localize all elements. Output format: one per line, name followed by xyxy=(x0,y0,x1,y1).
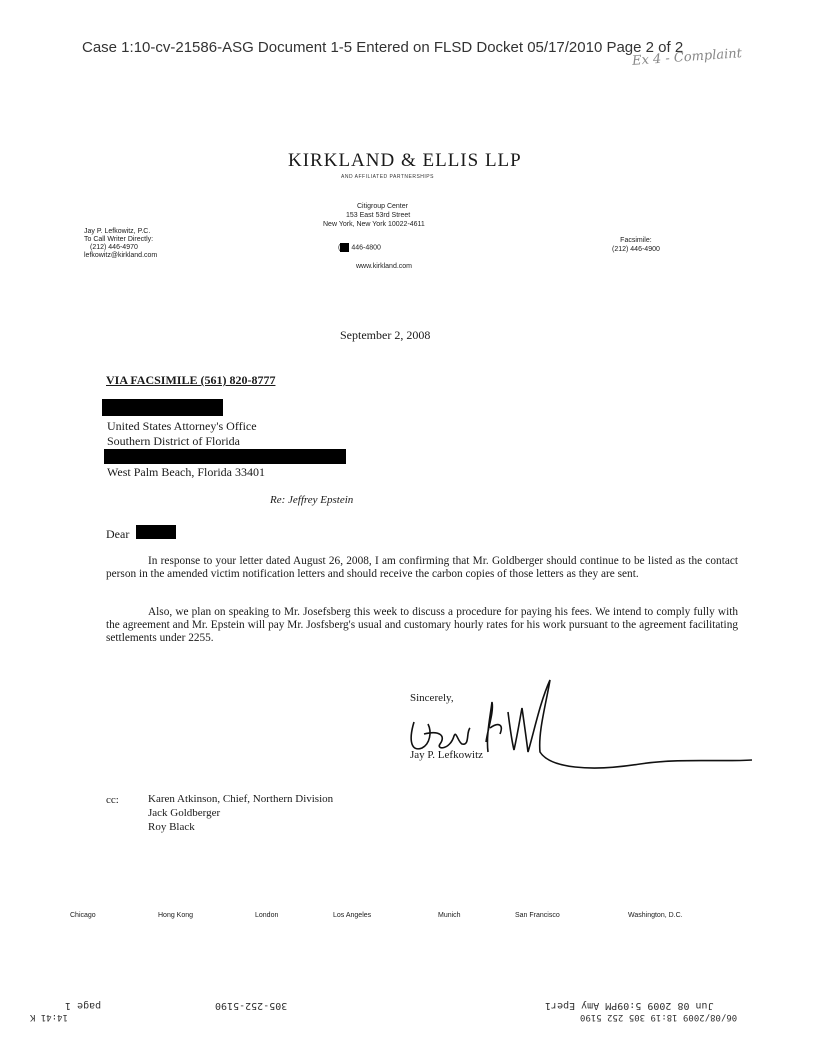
fax-header-number: 305-252-5190 xyxy=(215,1000,288,1011)
fax-contact xyxy=(612,236,660,254)
sender-email: lefkowitz@kirkland.com xyxy=(84,252,158,259)
office-city: San Francisco xyxy=(515,912,560,919)
recipient-line: United States Attorney's Office xyxy=(107,419,257,433)
sender-direct-label: To Call Writer Directly: xyxy=(84,236,154,243)
address-line: New York, New York 10022-4611 xyxy=(323,221,425,228)
salutation: Dear xyxy=(106,527,130,541)
cc-recipient: Roy Black xyxy=(148,821,195,833)
cc-label: cc: xyxy=(106,794,119,806)
handwritten-note: Ex 4 - Complaint xyxy=(631,46,743,69)
re-line: Re: Jeffrey Epstein xyxy=(270,494,354,506)
office-city: Los Angeles xyxy=(333,912,372,919)
signer-name: Jay P. Lefkowitz xyxy=(410,749,484,761)
sender-name: Jay P. Lefkowitz, P.C. xyxy=(84,228,151,235)
case-header: Case 1:10-cv-21586-ASG Document 1-5 Entered on FLSD Docket 05/17/2010 Page 2 of 2 xyxy=(82,39,684,56)
fax-header-page: page 1 xyxy=(65,1000,102,1011)
signature-stroke xyxy=(508,680,752,768)
office-city: Chicago xyxy=(70,912,96,919)
fax-label: Facsimile: xyxy=(620,237,652,244)
body-paragraph: In response to your letter dated August 26, 2008, I am confirming that Mr. Goldberger should continue to be listed as the contact person in the amended victim notification letters and should receive the carbon copies of those letters as they are sent. xyxy=(106,555,738,580)
recipient-line: Southern District of Florida xyxy=(107,434,240,448)
firm-phone: ( 446-4800 xyxy=(338,244,381,252)
sender-contact xyxy=(84,228,157,260)
fax-header-time: 14:41 K xyxy=(30,1012,68,1022)
redaction-box xyxy=(136,525,176,539)
cc-recipient: Karen Atkinson, Chief, Northern Division xyxy=(148,793,334,805)
via-facsimile: VIA FACSIMILE (561) 820-8777 xyxy=(106,373,276,387)
signature-stroke xyxy=(486,702,501,752)
closing: Sincerely, xyxy=(410,692,454,704)
redaction-box xyxy=(340,243,349,252)
address-line: 153 East 53rd Street xyxy=(346,212,411,219)
fax-header-line: Jun 08 2009 5:09PM Amy Eper1 xyxy=(545,1000,714,1011)
signature-stroke xyxy=(411,722,470,749)
office-city: Washington, D.C. xyxy=(628,912,683,919)
fax-number: (212) 446-4900 xyxy=(612,246,660,253)
address-line: Citigroup Center xyxy=(357,203,408,210)
fax-header-line: 06/08/2009 18:19 305 252 5190 xyxy=(580,1012,738,1022)
body-paragraph: Also, we plan on speaking to Mr. Josefsberg this week to discuss a procedure for paying his fees. We intend to comply fully with the agreement and Mr. Epstein will pay Mr. Josfsberg's usual and customary hourly rates for his work pursuant to the agreement facilitating settlements under 2255. xyxy=(106,606,738,644)
office-city: Hong Kong xyxy=(158,912,194,919)
sender-direct-phone: (212) 446-4970 xyxy=(90,244,138,251)
redaction-box xyxy=(104,449,346,464)
letter-date: September 2, 2008 xyxy=(340,328,431,342)
office-city: London xyxy=(255,912,279,919)
firm-subtitle: AND AFFILIATED PARTNERSHIPS xyxy=(341,174,434,180)
cc-recipient: Jack Goldberger xyxy=(148,807,221,819)
firm-name: KIRKLAND & ELLIS LLP xyxy=(288,150,522,171)
redaction-box xyxy=(102,399,223,416)
recipient-line: West Palm Beach, Florida 33401 xyxy=(107,465,266,479)
firm-website: www.kirkland.com xyxy=(356,263,413,270)
office-city: Munich xyxy=(438,912,461,919)
phone-number: 446-4800 xyxy=(351,244,381,252)
